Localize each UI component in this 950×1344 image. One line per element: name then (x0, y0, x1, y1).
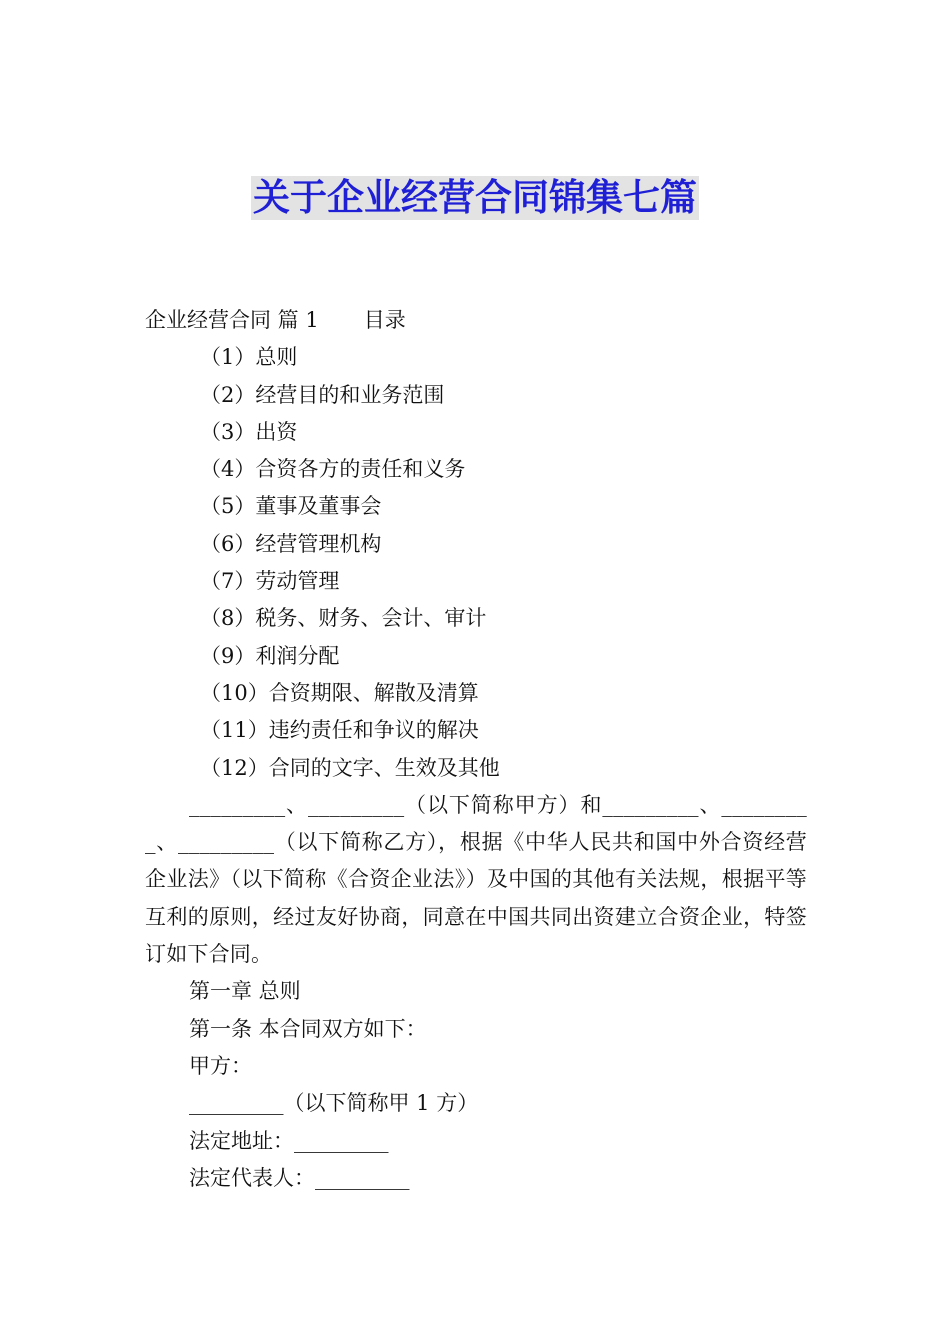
section-header (145, 302, 807, 339)
toc-item: （10）合资期限、解散及清算 (200, 680, 479, 705)
article-1: 第一条 本合同双方如下： (189, 1016, 427, 1041)
title-container (0, 176, 950, 220)
party-a-label: 甲方： (189, 1053, 252, 1078)
legal-representative-field: 法定代表人：_________ (189, 1165, 410, 1190)
intro-paragraph: _________、_________（以下简称甲方）和_________、_________、_________（以下简称乙方），根据《中华人民共和国中外合资经营企业法》（以下简称《合资企业法》）及中国的其他有关法规，根据平等互利的原则，经过友好协商，同意在中国共同出资建立合资企业，特签订如下合同。 (145, 792, 807, 967)
document-body (145, 302, 807, 1197)
section-label: 企业经营合同 篇 1 (145, 308, 319, 332)
toc-item: （6）经营管理机构 (200, 531, 382, 556)
toc-item: （2）经营目的和业务范围 (200, 382, 445, 407)
toc-item: （7）劳动管理 (200, 569, 340, 594)
toc-item: （5）董事及董事会 (200, 494, 382, 519)
toc-item: （8）税务、财务、会计、审计 (200, 606, 487, 631)
party-a-name-field: _________（以下简称甲 1 方） (189, 1091, 479, 1116)
legal-address-field: 法定地址：_________ (189, 1128, 389, 1153)
document-title: 关于企业经营合同锦集七篇 (253, 176, 697, 219)
toc-item: （11）违约责任和争议的解决 (200, 718, 479, 743)
toc-item: （9）利润分配 (200, 643, 340, 668)
toc-item: （12）合同的文字、生效及其他 (200, 755, 500, 780)
chapter-heading: 第一章 总则 (189, 979, 301, 1004)
toc-item: （1）总则 (200, 345, 298, 370)
toc-item: （3）出资 (200, 419, 298, 444)
table-of-contents (145, 339, 807, 787)
toc-label: 目录 (363, 308, 406, 332)
toc-item: （4）合资各方的责任和义务 (200, 457, 466, 482)
